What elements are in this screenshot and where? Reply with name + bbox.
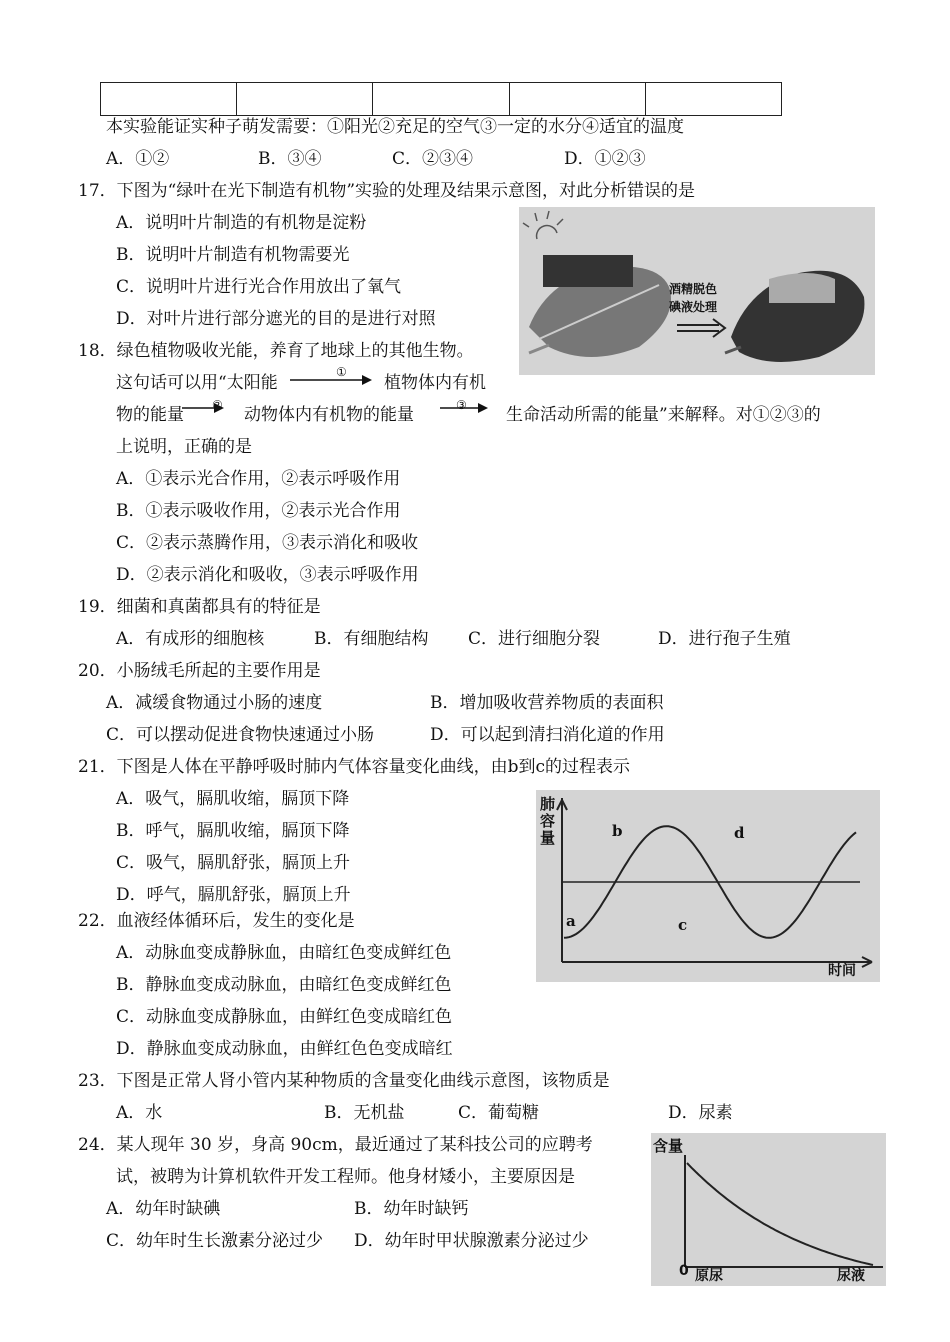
q24-option-a: A．幼年时缺碘 <box>106 1199 221 1219</box>
q18-line2b: 植物体内有机 <box>384 373 486 393</box>
q19-option-d: D．进行孢子生殖 <box>658 629 791 649</box>
q19-option-c: C．进行细胞分裂 <box>468 629 601 649</box>
q21-option-d: D．呼气，膈肌舒张，膈顶上升 <box>116 885 351 905</box>
q23-option-d: D．尿素 <box>668 1103 733 1123</box>
q17-option-d: D．对叶片进行部分遮光的目的是进行对照 <box>116 309 436 329</box>
q18-line3a: 物的能量 <box>116 405 184 425</box>
arrow-1-label: ① <box>336 365 347 379</box>
sun-icon <box>523 211 563 239</box>
q17-option-c: C．说明叶片进行光合作用放出了氧气 <box>116 277 402 297</box>
q24-option-c: C．幼年时生长激素分泌过少 <box>106 1231 324 1251</box>
figure-label-decolor: 酒精脱色 <box>669 282 718 296</box>
q17-stem: 17．下图为“绿叶在光下制造有机物”实验的处理及结果示意图，对此分析错误的是 <box>78 181 696 201</box>
table-cell <box>646 83 781 115</box>
chart-ylabel: 含量 <box>653 1137 684 1155</box>
point-label-c: c <box>678 916 688 934</box>
q16-stem: 本实验能证实种子萌发需要：①阳光②充足的空气③一定的水分④适宜的温度 <box>106 117 684 137</box>
leaf-experiment-figure <box>519 207 875 375</box>
q18-line2a: 这句话可以用“太阳能 <box>116 373 278 393</box>
lung-volume-chart <box>536 790 880 982</box>
q17-option-a: A．说明叶片制造的有机物是淀粉 <box>116 213 367 233</box>
q20-option-c: C．可以摆动促进食物快速通过小肠 <box>106 725 375 745</box>
table-cell <box>510 83 646 115</box>
q23-stem: 23．下图是正常人肾小管内某种物质的含量变化曲线示意图，该物质是 <box>78 1071 610 1091</box>
leaf-after-icon <box>725 271 864 362</box>
point-label-b: b <box>612 822 623 840</box>
point-label-d: d <box>734 824 745 842</box>
content-curve <box>687 1163 873 1265</box>
chart-origin: 0 <box>679 1263 689 1279</box>
q20-option-b: B．增加吸收营养物质的表面积 <box>430 693 664 713</box>
q24-option-d: D．幼年时甲状腺激素分泌过少 <box>354 1231 589 1251</box>
q21-option-a: A．吸气，膈肌收缩，膈顶下降 <box>116 789 350 809</box>
arrow-3-label: ③ <box>456 398 467 412</box>
q18-option-b: B．①表示吸收作用，②表示光合作用 <box>116 501 401 521</box>
q21-option-c: C．吸气，膈肌舒张，膈顶上升 <box>116 853 351 873</box>
q18-line1: 18．绿色植物吸收光能，养育了地球上的其他生物。 <box>78 341 474 361</box>
q24-line1: 24．某人现年 30 岁，身高 90cm，最近通过了某科技公司的应聘考 <box>78 1135 593 1155</box>
q19-stem: 19．细菌和真菌都具有的特征是 <box>78 597 321 617</box>
q19-option-b: B．有细胞结构 <box>314 629 429 649</box>
arrow-1-icon <box>286 368 376 388</box>
q24-option-b: B．幼年时缺钙 <box>354 1199 469 1219</box>
urea-content-chart <box>651 1133 886 1286</box>
point-label-a: a <box>566 912 576 930</box>
process-arrow-icon <box>677 319 725 337</box>
q22-option-c: C．动脉血变成静脉血，由鲜红色变成暗红色 <box>116 1007 453 1027</box>
table-cell <box>237 83 373 115</box>
arrow-2-label: ② <box>212 398 223 412</box>
q18-option-a: A．①表示光合作用，②表示呼吸作用 <box>116 469 401 489</box>
q17-option-b: B．说明叶片制造有机物需要光 <box>116 245 350 265</box>
q19-option-a: A．有成形的细胞核 <box>116 629 265 649</box>
figure-label-iodine: 碘液处理 <box>669 300 718 314</box>
q23-option-a: A．水 <box>116 1103 163 1123</box>
q20-option-a: A．减缓食物通过小肠的速度 <box>106 693 323 713</box>
table-cell <box>373 83 509 115</box>
q22-option-b: B．静脉血变成动脉血，由暗红色变成鲜红色 <box>116 975 452 995</box>
q23-option-c: C．葡萄糖 <box>458 1103 540 1123</box>
q16-option-a: A．①② <box>106 149 170 169</box>
q18-line3b: 动物体内有机物的能量 <box>244 405 414 425</box>
q18-line4: 上说明，正确的是 <box>116 437 252 457</box>
q16-option-c: C．②③④ <box>392 149 474 169</box>
q20-stem: 20．小肠绒毛所起的主要作用是 <box>78 661 321 681</box>
q23-option-b: B．无机盐 <box>324 1103 405 1123</box>
table-cell <box>101 83 237 115</box>
q22-option-d: D．静脉血变成动脉血，由鲜红色色变成暗红 <box>116 1039 453 1059</box>
q16-option-b: B．③④ <box>258 149 322 169</box>
q20-option-d: D．可以起到清扫消化道的作用 <box>430 725 665 745</box>
leaf-before-icon <box>529 255 671 357</box>
q21-stem: 21．下图是人体在平静呼吸时肺内气体容量变化曲线，由b到c的过程表示 <box>78 757 631 777</box>
q22-option-a: A．动脉血变成静脉血，由暗红色变成鲜红色 <box>116 943 452 963</box>
q16-option-d: D．①②③ <box>564 149 646 169</box>
q21-option-b: B．呼气，膈肌收缩，膈顶下降 <box>116 821 350 841</box>
q18-line3c: 生命活动所需的能量”来解释。对①②③的 <box>506 405 821 425</box>
q24-line2: 试，被聘为计算机软件开发工程师。他身材矮小，主要原因是 <box>116 1167 575 1187</box>
chart-ylabel: 肺 容 量 <box>540 795 556 847</box>
q18-option-c: C．②表示蒸腾作用，③表示消化和吸收 <box>116 533 419 553</box>
chart-x-end: 尿液 <box>837 1268 865 1284</box>
chart-x-start: 原尿 <box>695 1268 723 1284</box>
q18-option-d: D．②表示消化和吸收，③表示呼吸作用 <box>116 565 419 585</box>
q22-stem: 22．血液经体循环后，发生的变化是 <box>78 911 355 931</box>
answer-table <box>100 82 782 116</box>
chart-xlabel: 时间 <box>828 963 856 979</box>
